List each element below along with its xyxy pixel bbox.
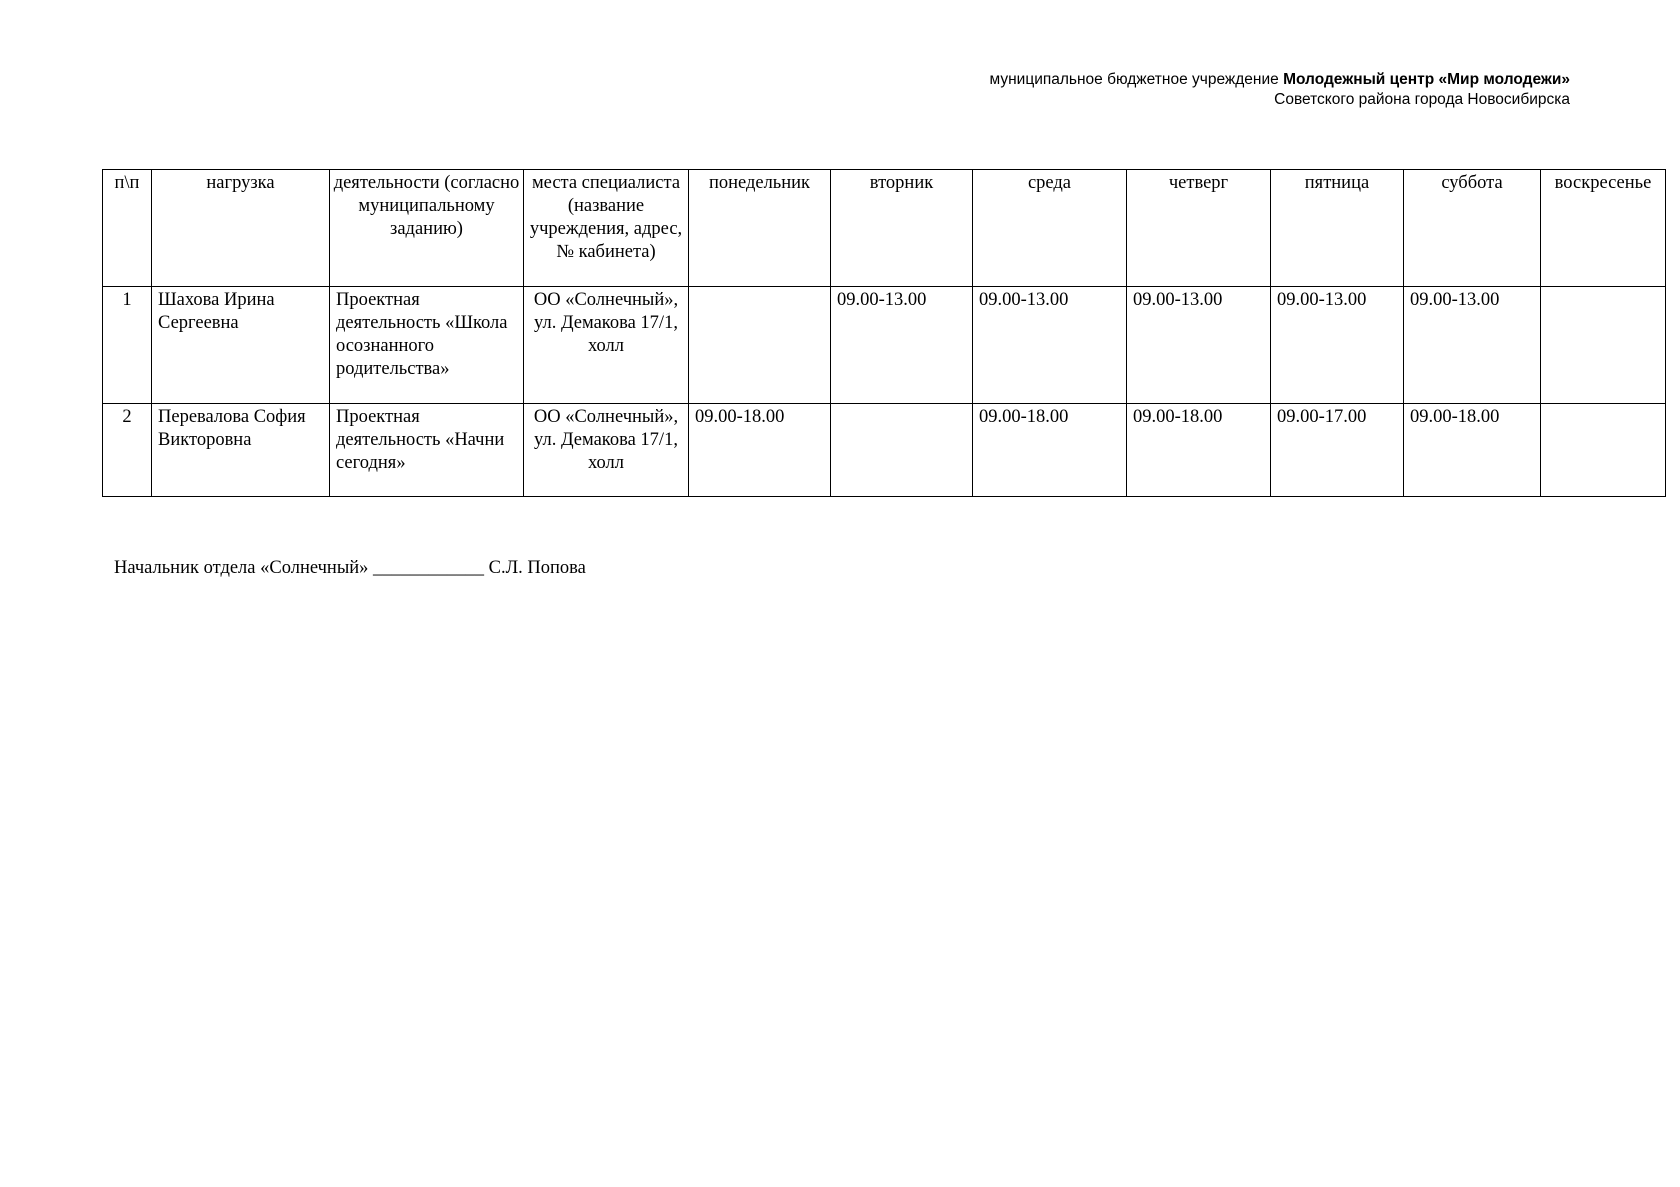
work-place: ОО «Солнечный», ул. Демакова 17/1, холл: [524, 287, 689, 404]
organization-line-1: [990, 70, 1570, 90]
thursday-hours: 09.00-18.00: [1127, 404, 1271, 497]
schedule-table: [102, 169, 1666, 497]
specialist-name: Перевалова София Викторовна: [152, 404, 330, 497]
monday-hours: [689, 287, 831, 404]
column-header-thursday: четверг: [1127, 170, 1271, 287]
saturday-hours: 09.00-18.00: [1404, 404, 1541, 497]
organization-header: [990, 70, 1570, 110]
specialist-name: Шахова Ирина Сергеевна: [152, 287, 330, 404]
column-header-monday: понедельник: [689, 170, 831, 287]
table-header-row: [103, 170, 1666, 287]
organization-line-2: Советского района города Новосибирска: [1274, 91, 1570, 108]
column-header-load: нагрузка: [152, 170, 330, 287]
sunday-hours: [1541, 404, 1666, 497]
monday-hours: 09.00-18.00: [689, 404, 831, 497]
organization-type: муниципальное бюджетное учреждение: [989, 71, 1284, 88]
activity-name: Проектная деятельность «Школа осознанного родительства»: [330, 287, 524, 404]
table-row: [103, 404, 1666, 497]
column-header-wednesday: среда: [973, 170, 1127, 287]
sunday-hours: [1541, 287, 1666, 404]
wednesday-hours: 09.00-18.00: [973, 404, 1127, 497]
signature-line: Начальник отдела «Солнечный» ____________ С.Л. Попова: [114, 558, 586, 578]
tuesday-hours: [831, 404, 973, 497]
wednesday-hours: 09.00-13.00: [973, 287, 1127, 404]
column-header-sunday: воскресенье: [1541, 170, 1666, 287]
saturday-hours: 09.00-13.00: [1404, 287, 1541, 404]
work-place: ОО «Солнечный», ул. Демакова 17/1, холл: [524, 404, 689, 497]
column-header-place: места специалиста (название учреждения, адрес, № кабинета): [524, 170, 689, 287]
thursday-hours: 09.00-13.00: [1127, 287, 1271, 404]
column-header-activity: деятельности (согласно муниципальному заданию): [330, 170, 524, 287]
column-header-number: п\п: [103, 170, 152, 287]
row-number: 2: [103, 404, 152, 497]
column-header-tuesday: вторник: [831, 170, 973, 287]
organization-name: Молодежный центр «Мир молодежи»: [1283, 71, 1570, 88]
friday-hours: 09.00-13.00: [1271, 287, 1404, 404]
activity-name: Проектная деятельность «Начни сегодня»: [330, 404, 524, 497]
column-header-friday: пятница: [1271, 170, 1404, 287]
row-number: 1: [103, 287, 152, 404]
table-row: [103, 287, 1666, 404]
friday-hours: 09.00-17.00: [1271, 404, 1404, 497]
tuesday-hours: 09.00-13.00: [831, 287, 973, 404]
column-header-saturday: суббота: [1404, 170, 1541, 287]
